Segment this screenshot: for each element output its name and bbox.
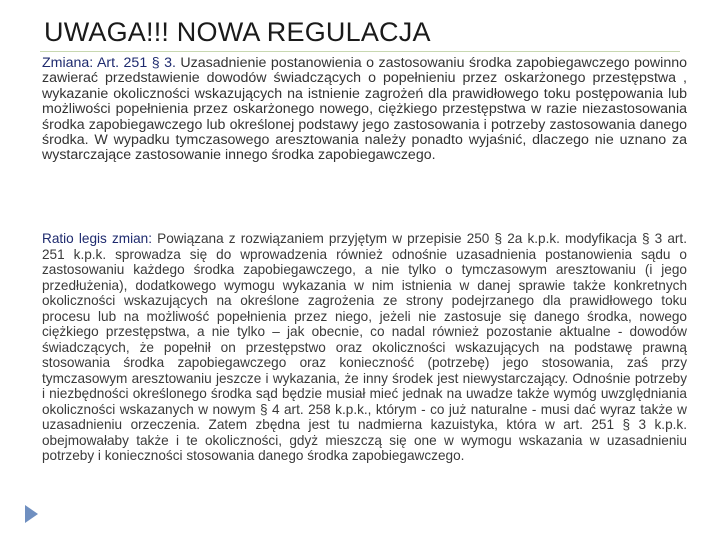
paragraph-ratio-legis <box>42 231 687 464</box>
paragraph-amendment <box>42 56 687 164</box>
paragraph-amendment-text: Uzasadnienie postanowienia o zastosowaniu środka zapobiegawczego powinno zawierać przedstawienie dowodów świadczących o popełnieniu przez oskarżonego przestępstwa , wykazanie okoliczności wskazujących na istnienie zagrożeń dla prawidłowego toku postępowania lub możliwości popełnienia przez oskarżonego nowego, ciężkiego przestępstwa w razie niezastosowania środka zapobiegawczego lub określonej podstawy jego zastosowania i potrzeby zastosowania danego środka. W wypadku tymczasowego aresztowania należy ponadto wyjaśnić, dlaczego nie uznano za wystarczające zastosowanie innego środka zapobiegawczego. <box>42 55 687 164</box>
paragraph-amendment-lead: Zmiana: Art. 251 § 3. <box>42 55 176 71</box>
arrow-bullet-icon <box>25 505 38 523</box>
title-divider <box>40 51 680 52</box>
slide-title: UWAGA!!! NOWA REGULACJA <box>44 17 431 47</box>
paragraph-ratio-legis-text: Powiązana z rozwiązaniem przyjętym w przepisie 250 § 2a k.p.k. modyfikacja § 3 art. 251 k.p.k. sprowadza się do wprowadzenia również odnośnie uzasadnienia postanowienia sądu o zastosowaniu każdego środka zapobiegawczego, a nie tylko o tymczasowym aresztowaniu (i jego przedłużenia), dodatkowego wymogu wykazania w nim istnienia w danej sprawie także konkretnych okoliczności wskazujących na określone zagrożenia ze strony podejrzanego dla prawidłowego toku procesu lub na możliwość popełnienia przez niego, jeżeli nie zastosuje się danego środka, nowego ciężkiego przestępstwa, a nie tylko – jak obecnie, co nadal również pozostanie aktualne - dowodów świadczących, że popełnił on przestępstwo oraz okoliczności wskazujących na podstawę prawną stosowania środka zapobiegawczego oraz konieczność (potrzebę) jego stosowania, zaś przy tymczasowym aresztowaniu jeszcze i wykazania, że inny środek jest niewystarczający. Odnośnie potrzeby i niezbędności określonego środka sąd będzie musiał mieć jednak na uwadze także wymóg uwzględniania okoliczności wskazanych w nowym § 4 art. 258 k.p.k., którym - co już naturalne - musi dać wyraz także w uzasadnieniu orzeczenia. Zatem zbędna jest tu nadmierna kazuistyka, która w art. 251 § 3 k.p.k. obejmowałaby także i te okoliczności, gdyż mieszczą się one w wymogu wskazania w uzasadnieniu potrzeby i konieczności stosowania danego środka zapobiegawczego. <box>42 231 687 463</box>
paragraph-ratio-legis-lead: Ratio legis zmian: <box>42 231 152 246</box>
